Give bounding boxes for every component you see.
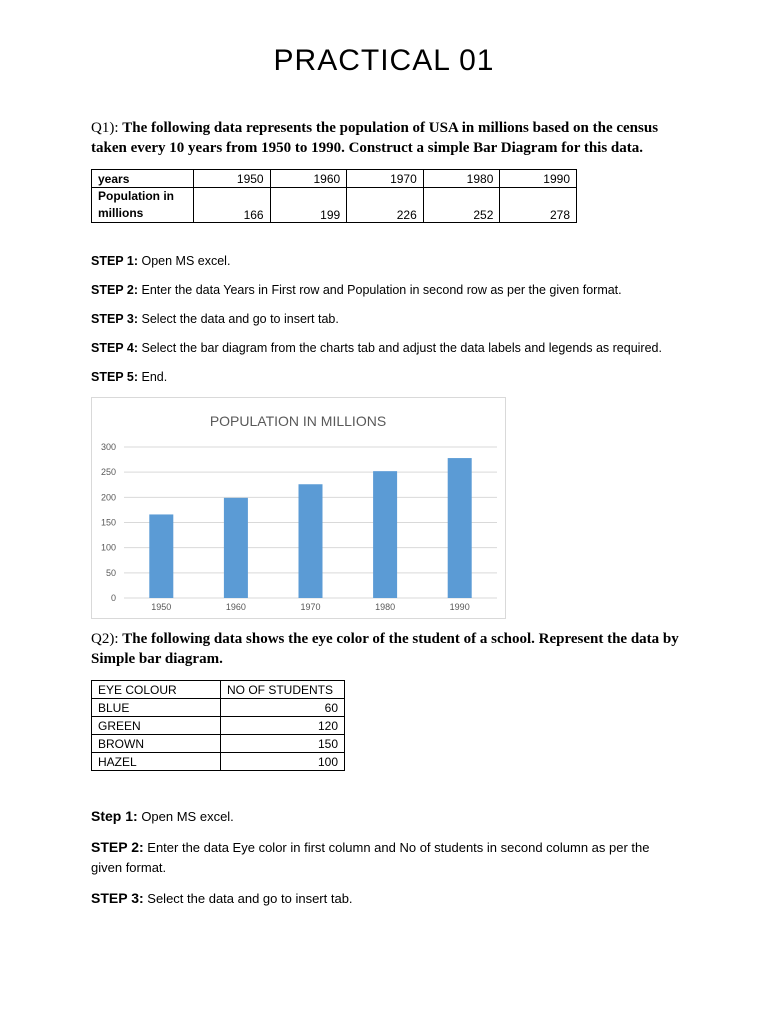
chart-x-tick-label: 1950 — [151, 602, 172, 612]
table-cell: 60 — [221, 699, 345, 717]
step-label: STEP 3: — [91, 312, 139, 326]
chart-y-axis — [101, 442, 116, 603]
q2-step-1 — [91, 806, 691, 827]
step-label: STEP 2: — [91, 283, 139, 297]
step-text: Select the data and go to insert tab. — [147, 891, 353, 906]
chart-bar-1980 — [373, 471, 397, 598]
step-text: Enter the data Years in First row and Population in second row as per the given format. — [141, 283, 622, 297]
chart-y-tick-label: 150 — [100, 517, 116, 528]
table-cell: 1980 — [423, 170, 500, 188]
step-label: STEP 2: — [91, 839, 144, 855]
table-row — [92, 735, 345, 753]
question-1 — [91, 118, 681, 158]
table-cell: 1960 — [270, 170, 347, 188]
step-label: STEP 5: — [91, 370, 139, 384]
chart-bar-1950 — [149, 514, 173, 598]
chart-y-tick-label: 200 — [100, 492, 116, 503]
population-bar-chart — [91, 397, 506, 619]
chart-x-tick-label: 1960 — [225, 602, 246, 612]
question-1-prefix: Q1): — [91, 120, 119, 136]
step-text: Open MS excel. — [141, 809, 234, 824]
page-title: PRACTICAL 01 — [273, 44, 495, 77]
chart-bar-1970 — [299, 484, 323, 598]
chart-y-tick-label: 0 — [110, 593, 116, 603]
table-cell: GREEN — [92, 717, 221, 735]
table-cell: 1970 — [347, 170, 424, 188]
table-cell: 100 — [221, 753, 345, 771]
table-cell: 1990 — [500, 170, 577, 188]
step-text: Select the bar diagram from the charts tab and adjust the data labels and legends as required. — [141, 341, 662, 355]
table-cell: 166 — [194, 188, 271, 223]
table-cell: 1950 — [194, 170, 271, 188]
step-label: STEP 3: — [91, 890, 144, 906]
eye-colour-table — [91, 680, 345, 771]
question-2 — [91, 629, 681, 669]
table-cell: 252 — [423, 188, 500, 223]
table-cell: BLUE — [92, 699, 221, 717]
q1-step-2 — [91, 281, 691, 299]
step-label: Step 1: — [91, 808, 138, 824]
table-cell: 226 — [347, 188, 424, 223]
chart-x-tick-label: 1980 — [375, 602, 396, 612]
chart-bar-1960 — [224, 498, 248, 598]
step-text: Select the data and go to insert tab. — [141, 312, 339, 326]
question-2-text: The following data shows the eye color of the student of a school. Represent the data by Simple bar diagram. — [91, 631, 679, 667]
q1-step-3 — [91, 310, 691, 328]
table-header: EYE COLOUR — [92, 681, 221, 699]
table-cell: 278 — [500, 188, 577, 223]
q1-step-5 — [91, 368, 691, 386]
table-row — [92, 188, 577, 223]
table-row — [92, 170, 577, 188]
chart-x-tick-label: 1970 — [300, 602, 321, 612]
chart-y-tick-label: 100 — [100, 542, 116, 553]
q1-step-4 — [91, 339, 691, 357]
step-label: STEP 4: — [91, 341, 139, 355]
table-cell: HAZEL — [92, 753, 221, 771]
table-row — [92, 681, 345, 699]
table-cell: 150 — [221, 735, 345, 753]
chart-y-tick-label: 50 — [105, 567, 116, 578]
chart-bar-1990 — [448, 458, 472, 598]
table-row — [92, 753, 345, 771]
table-row — [92, 699, 345, 717]
population-table — [91, 169, 577, 223]
chart-y-tick-label: 250 — [100, 467, 116, 478]
table-cell: 120 — [221, 717, 345, 735]
chart-x-tick-label: 1990 — [449, 602, 470, 612]
table-cell: BROWN — [92, 735, 221, 753]
step-text: Open MS excel. — [141, 254, 231, 268]
q2-step-2 — [91, 837, 681, 878]
q2-step-3 — [91, 888, 691, 909]
q1-step-1 — [91, 252, 691, 270]
table-cell: Population in millions — [92, 188, 194, 223]
chart-x-axis — [151, 602, 469, 612]
table-row — [92, 717, 345, 735]
table-cell: years — [92, 170, 194, 188]
chart-bars — [149, 458, 471, 598]
chart-y-tick-label: 300 — [100, 442, 116, 452]
step-text: Enter the data Eye color in first column and No of students in second column as per the given format. — [91, 840, 650, 875]
step-text: End. — [141, 370, 168, 384]
question-1-text: The following data represents the population of USA in millions based on the census taken every 10 years from 1950 to 1990. Construct a simple Bar Diagram for this data. — [91, 120, 659, 156]
table-cell: 199 — [270, 188, 347, 223]
table-header: NO OF STUDENTS — [221, 681, 345, 699]
step-label: STEP 1: — [91, 254, 139, 268]
chart-title: POPULATION IN MILLIONS — [209, 413, 387, 429]
chart-canvas — [92, 398, 505, 618]
question-2-prefix: Q2): — [91, 631, 119, 647]
